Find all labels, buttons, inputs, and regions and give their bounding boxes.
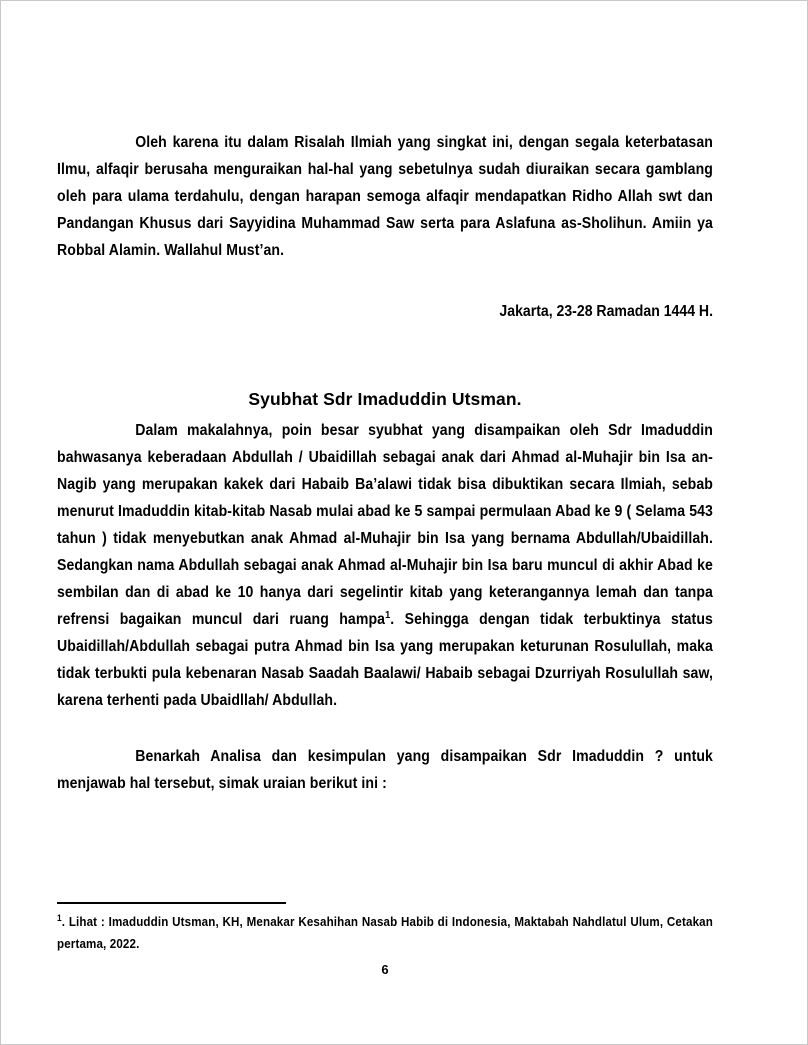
footnote-citation-text: . Lihat : Imaduddin Utsman, KH, Menakar Kesahihan Nasab Habib di Indonesia, Maktabah Nahdlatul Ulum, Cetakan pertama, 2022. bbox=[57, 915, 713, 951]
footnote-reference-marker[interactable]: 1 bbox=[385, 609, 391, 621]
intro-paragraph: Oleh karena itu dalam Risalah Ilmiah yang singkat ini, dengan segala keterbatasan Ilmu, alfaqir berusaha menguraikan hal-hal yang sebetulnya sudah diuraikan secara gamblang oleh para ulama terdahulu, dengan harapan semoga alfaqir mendapatkan Ridho Allah swt dan Pandangan Khusus dari Sayyidina Muhammad Saw serta para Aslafuna as-Sholihun. Amiin ya Robbal Alamin. Wallahul Must’an. bbox=[57, 134, 713, 259]
footnote-separator-rule bbox=[57, 902, 286, 904]
footnote-entry bbox=[57, 911, 713, 955]
footnote-block bbox=[57, 911, 713, 955]
dateline bbox=[109, 298, 713, 325]
section-heading: Syubhat Sdr Imaduddin Utsman. bbox=[248, 388, 522, 409]
body-paragraph bbox=[57, 417, 713, 714]
dateline-year: 1444 bbox=[663, 303, 696, 320]
body-paragraph-part-two: . Sehingga dengan tidak terbuktinya status Ubaidillah/Abdullah sebagai putra Ahmad bin Isa yang merupakan keturunan Rosulullah, maka tidak terbukti pula kebenaran Nasab Saadah Baalawi/ Habaib sebagai Dzurriyah Rosulullah saw, karena terhenti pada Ubaidllah/ Abdullah. bbox=[57, 611, 713, 709]
body-paragraph-part-one: Dalam makalahnya, poin besar syubhat yang disampaikan oleh Sdr Imaduddin bahwasanya keberadaan Abdullah / Ubaidillah sebagai anak dari Ahmad al-Muhajir bin Isa an-Nagib yang merupakan kakek dari Habaib Ba’alawi tidak bisa dibuktikan secara Ilmiah, sebab menurut Imaduddin kitab-kitab Nasab mulai abad ke 5 sampai permulaan Abad ke 9 ( Selama 543 tahun ) tidak menyebutkan anak Ahmad al-Muhajir bin Isa yang bernama Abdullah/Ubaidillah. Sedangkan nama Abdullah sebagai anak Ahmad al-Muhajir bin Isa baru muncul di akhir Abad ke sembilan dan di abad ke 10 hanya dari segelintir kitab yang keterangannya lemah dan tanpa refrensi bagaikan muncul dari ruang hampa bbox=[57, 422, 713, 628]
page-number: 6 bbox=[381, 962, 389, 977]
dateline-prefix: Jakarta, 23-28 Ramadan bbox=[499, 303, 664, 320]
closing-paragraph: Benarkah Analisa dan kesimpulan yang disampaikan Sdr Imaduddin ? untuk menjawab hal tersebut, simak uraian berikut ini : bbox=[57, 748, 713, 792]
dateline-suffix: H. bbox=[695, 303, 713, 320]
page-content-area bbox=[57, 1, 713, 1044]
footnote-number: 1 bbox=[57, 912, 62, 923]
